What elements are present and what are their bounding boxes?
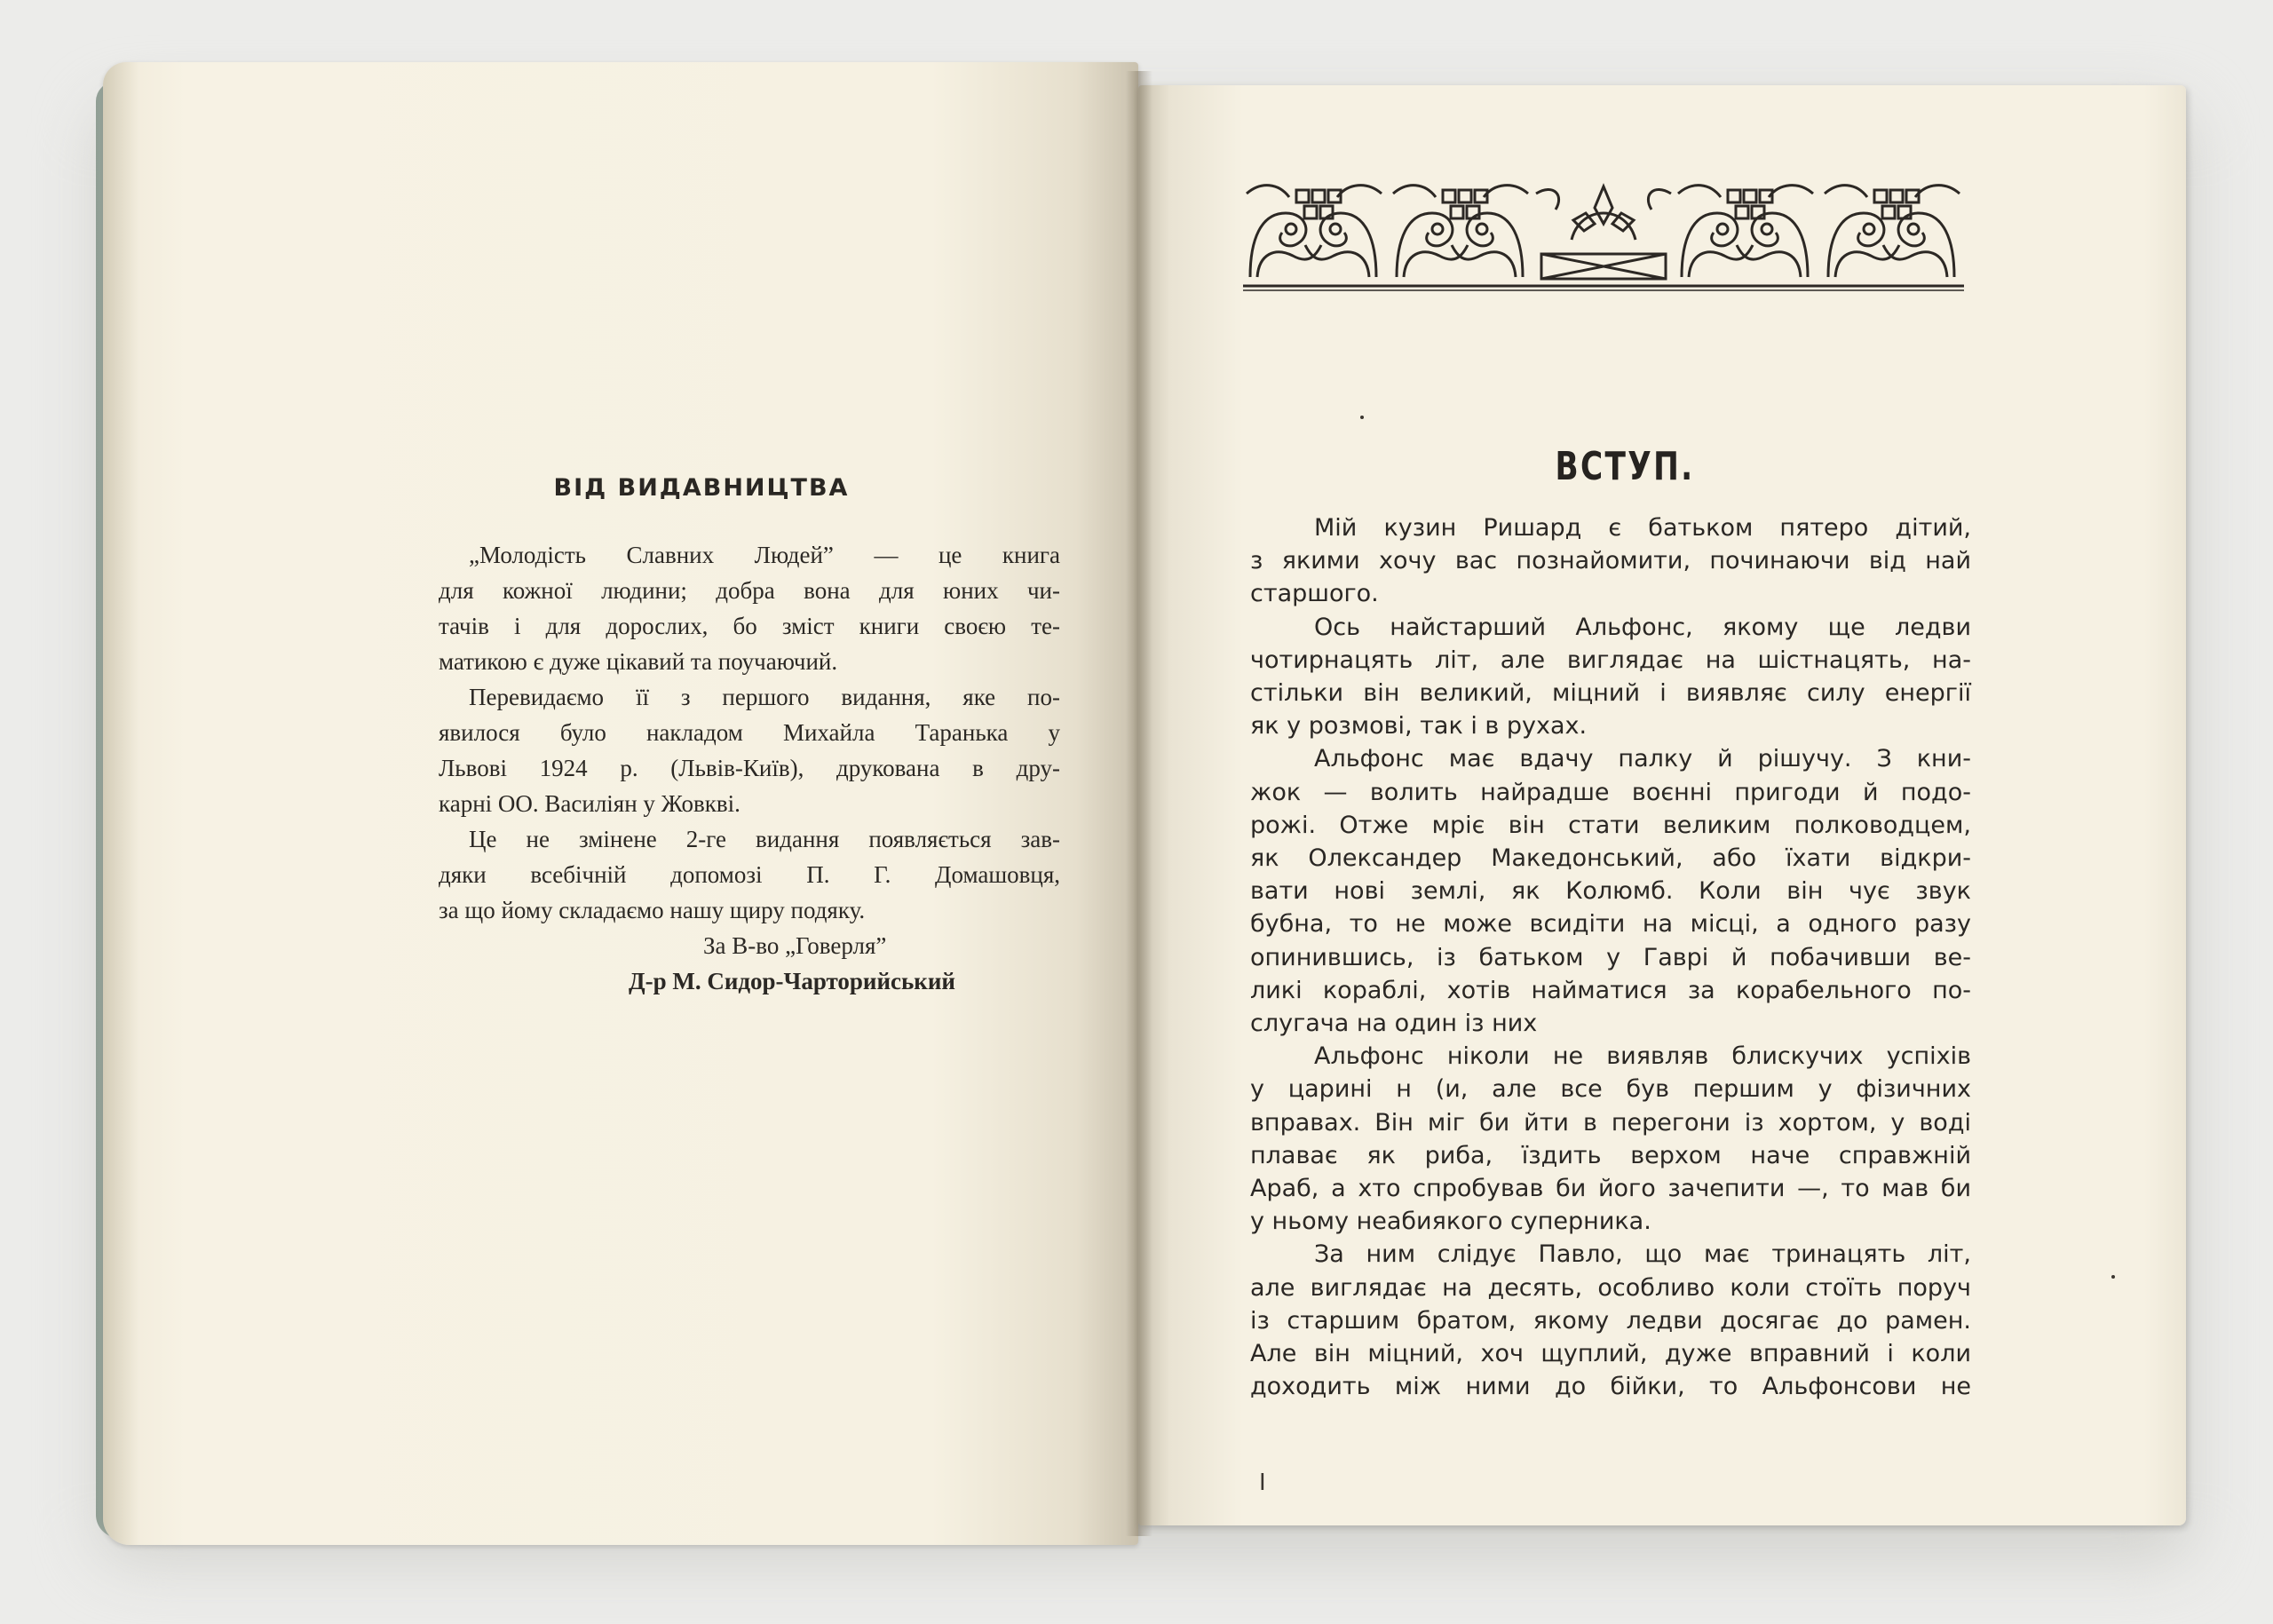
- text-line: слугача на один із них: [1250, 1010, 1538, 1038]
- text-line: з якими хочу вас познайомити, починаючи від най: [1250, 547, 1971, 575]
- text-line: як у розмові, так і в рухах.: [1250, 712, 1588, 741]
- publisher-note-heading: ВІД ВИДАВНИЦТВА: [553, 474, 850, 502]
- text-line: „Молодість Славних Людей” — це книга: [469, 542, 1060, 568]
- text-line: Але він міцний, хоч щуплий, дуже вправний і коли: [1250, 1340, 1971, 1368]
- text-line: бубна, то не може всидіти на місці, а одного разу: [1250, 910, 1971, 939]
- signature-publisher: За В-во „Говерля”: [703, 932, 887, 959]
- chapter-heading: ВСТУП.: [1555, 444, 1695, 489]
- text-line: у ньому неабиякого суперника.: [1250, 1208, 1651, 1236]
- chapter-body-text: [1250, 511, 1971, 1403]
- book-gutter: [1126, 71, 1152, 1536]
- text-line: Мій кузин Ришард є батьком пятеро дітий,: [1314, 514, 1971, 542]
- text-line: вати нові землі, як Колюмб. Коли він чує звук: [1250, 877, 1971, 906]
- publisher-note-text: [439, 537, 1060, 928]
- text-line: старшого.: [1250, 580, 1379, 608]
- text-line: із старшим братом, якому ледви досягає до рамен.: [1250, 1306, 1971, 1335]
- text-line: матикою є дуже цікавий та поучаючий.: [439, 648, 838, 675]
- text-line: рожі. Отже мріє він стати великим полководцем,: [1250, 811, 1971, 839]
- text-line: плаває як риба, їздить верхом наче справжній: [1250, 1141, 1971, 1169]
- signature-author: Д-р М. Сидор-Чарторийський: [629, 968, 955, 994]
- text-line: Араб, а хто спробував би його зачепити —, то мав би: [1250, 1175, 1971, 1203]
- text-line: Перевидаємо її з першого видання, яке по-: [469, 684, 1060, 710]
- text-line: Це не змінене 2-ге видання появляється зав-: [469, 826, 1060, 852]
- text-line: але виглядає на десять, особливо коли стоїть поруч: [1250, 1273, 1971, 1302]
- paper-speck: [1360, 416, 1364, 419]
- text-line: за що йому складаємо нашу щиру подяку.: [439, 897, 866, 923]
- text-line: для кожної людини; добра вона для юних чи-: [439, 577, 1060, 604]
- text-line: Львові 1924 р. (Львів-Київ), друкована в дру-: [439, 755, 1060, 781]
- decorative-headpiece-ornament: [1243, 178, 1964, 293]
- text-line: доходить між ними до бійки, то Альфонсови не: [1250, 1373, 1971, 1401]
- text-line: За ним слідує Павло, що має тринацять літ,: [1314, 1240, 1971, 1269]
- text-line: вправах. Він міг би йти в перегони із хортом, у воді: [1250, 1108, 1971, 1137]
- text-line: як Олександер Македонський, або їхати відкри-: [1250, 844, 1971, 873]
- text-line: жок — волить найрадше воєнні пригоди й подо-: [1250, 778, 1971, 806]
- text-line: стільки він великий, міцний і виявляє силу енергії: [1250, 679, 1971, 708]
- text-line: карні ОО. Василіян у Жовкві.: [439, 790, 741, 817]
- text-line: у царині н (и, але все був першим у фізичних: [1250, 1075, 1971, 1104]
- text-line: тачів і для дорослих, бо зміст книги своєю те-: [439, 613, 1060, 639]
- text-line: чотирнацять літ, але виглядає на шістнацять, на-: [1250, 646, 1971, 674]
- text-line: ликі кораблі, хотів найматися за корабельного по-: [1250, 976, 1971, 1004]
- text-line: опинившись, із батьком у Гаврі й побачивши ве-: [1250, 943, 1971, 971]
- text-line: дяки всебічній допомозі П. Г. Домашовця,: [439, 861, 1060, 888]
- page-mark: I: [1259, 1470, 1266, 1496]
- text-line: Альфонс має вдачу палку й рішучу. З кни-: [1314, 745, 1971, 773]
- paper-speck: [2111, 1275, 2115, 1279]
- text-line: Ось найстарший Альфонс, якому ще ледви: [1314, 613, 1971, 641]
- text-line: Альфонс ніколи не виявляв блискучих успіхів: [1314, 1042, 1971, 1071]
- text-line: явилося було накладом Михайла Таранька у: [439, 719, 1060, 746]
